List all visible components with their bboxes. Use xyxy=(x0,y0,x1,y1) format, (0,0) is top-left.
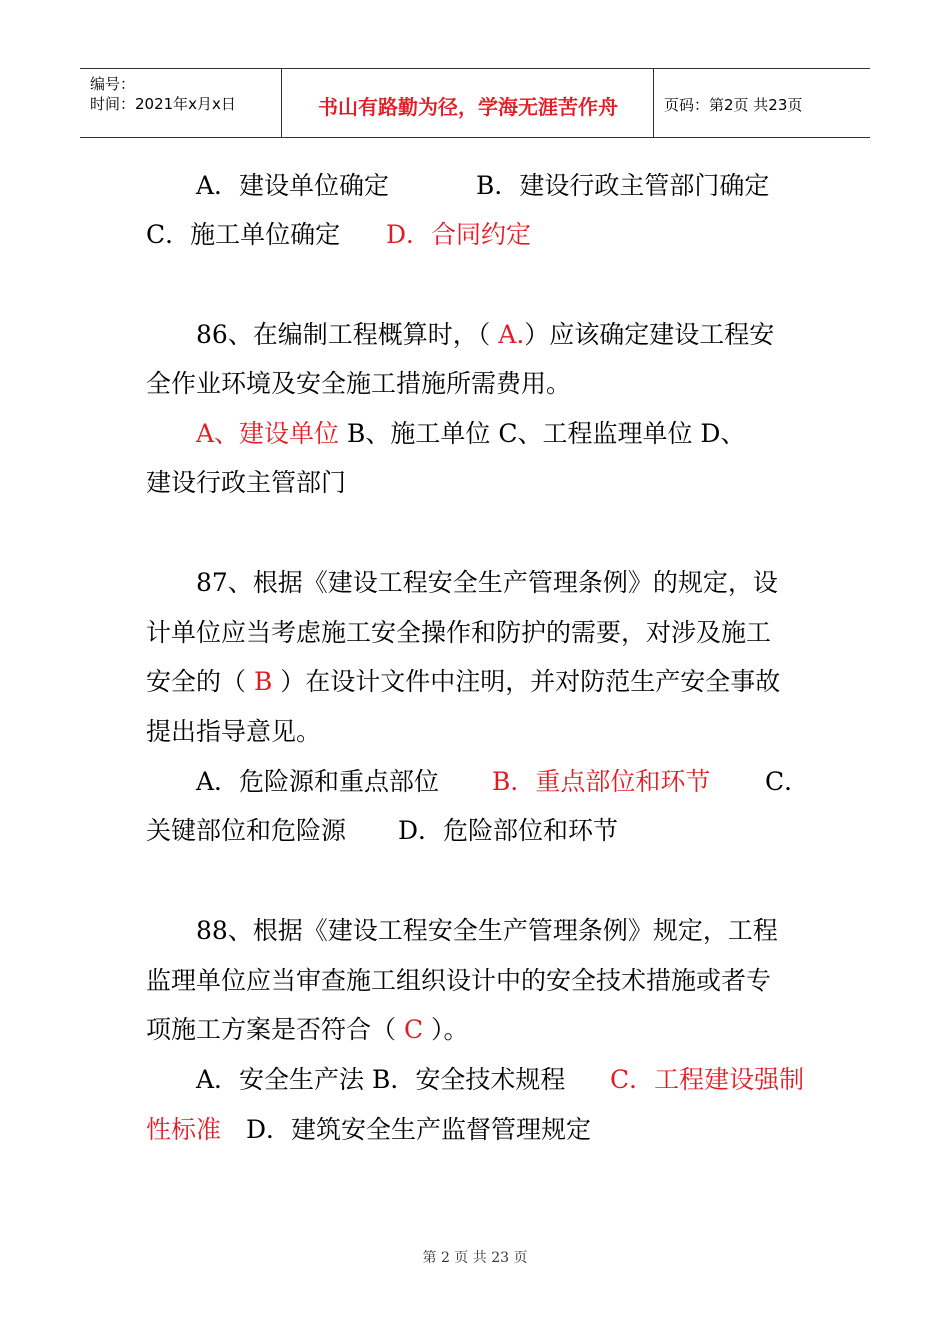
q88-stem-line-1: 88、根据《建设工程安全生产管理条例》规定，工程 xyxy=(196,916,778,945)
q86-option-a-answer: A、建设单位 xyxy=(196,419,340,448)
q87-stem-line-4: 提出指导意见。 xyxy=(146,717,322,746)
q87-option-c: C． xyxy=(765,767,810,796)
page-header xyxy=(80,68,870,138)
header-right-cell xyxy=(654,69,870,137)
q86-stem-line-2: 全作业环境及安全施工措施所需费用。 xyxy=(146,369,572,398)
q85-option-d-answer: D．合同约定 xyxy=(386,220,532,249)
q87-option-c-text: 关键部位和危险源 xyxy=(146,816,347,845)
q87-stem-line-2: 计单位应当考虑施工安全操作和防护的需要，对涉及施工 xyxy=(146,618,772,647)
q87-stem-line-1: 87、根据《建设工程安全生产管理条例》的规定，设 xyxy=(196,568,778,597)
q87-stem-post: ）在设计文件中注明，并对防范生产安全事故 xyxy=(272,667,781,696)
q88-stem-pre: 项施工方案是否符合（ xyxy=(146,1015,404,1044)
q88-option-c-answer: C．工程建设强制 xyxy=(610,1065,805,1094)
q87-option-d: D．危险部位和环节 xyxy=(398,816,619,845)
page-info: 页码：第2页 共23页 xyxy=(664,96,803,114)
q87-option-b-answer: B．重点部位和环节 xyxy=(492,767,711,796)
number-label: 编号： xyxy=(90,75,136,93)
q86-options-rest: B、施工单位 C、工程监理单位 D、 xyxy=(347,419,746,448)
q88-option-c-answer-cont: 性标准 xyxy=(146,1115,222,1144)
q86-options-line-2: 建设行政主管部门 xyxy=(146,468,347,497)
q86-options-line-1 xyxy=(196,421,745,446)
q87-stem-line-3 xyxy=(146,669,780,694)
q88-stem-line-2: 监理单位应当审查施工组织设计中的安全技术措施或者专 xyxy=(146,966,772,995)
q86-stem-pre: 86、在编制工程概算时，（ xyxy=(196,320,499,349)
q88-option-d: D．建筑安全生产监督管理规定 xyxy=(246,1115,592,1144)
q88-answer: C xyxy=(403,1015,424,1044)
header-left-cell xyxy=(80,69,282,137)
slogan: 书山有路勤为径，学海无涯苦作舟 xyxy=(318,95,618,119)
q87-answer: B xyxy=(253,667,273,696)
q88-stem-line-3 xyxy=(146,1017,469,1042)
q85-option-b: B．建设行政主管部门确定 xyxy=(476,171,770,200)
q85-option-c: C．施工单位确定 xyxy=(146,220,341,249)
q85-option-a: A．建设单位确定 xyxy=(196,171,390,200)
time-label: 时间：2021年x月x日 xyxy=(90,95,236,113)
q88-options-ab: A．安全生产法 B．安全技术规程 xyxy=(196,1065,566,1094)
q86-stem-line-1 xyxy=(196,322,774,347)
q86-answer: A. xyxy=(498,320,525,349)
header-middle-cell xyxy=(282,69,654,137)
q86-stem-post: ）应该确定建设工程安 xyxy=(524,320,775,349)
q87-option-a: A．危险源和重点部位 xyxy=(196,767,440,796)
q88-stem-post: ）。 xyxy=(423,1015,469,1044)
q87-stem-pre: 安全的（ xyxy=(146,667,254,696)
page-footer: 第 2 页 共 23 页 xyxy=(422,1250,528,1266)
